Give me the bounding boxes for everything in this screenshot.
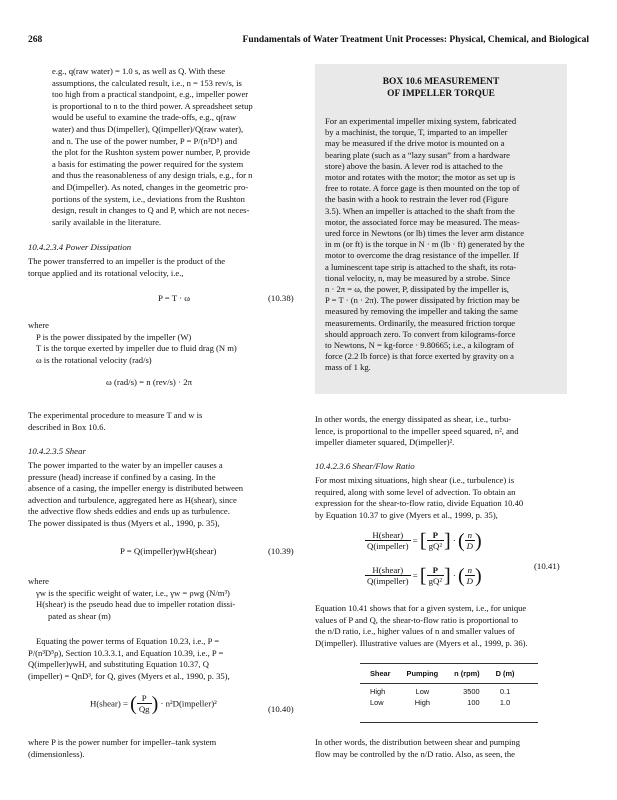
intro-line: and thus the reasonableness of any design trials, e.g., for n [52, 170, 253, 181]
fraction [465, 565, 475, 586]
right-bracket: ] [443, 564, 451, 587]
box-line: free to rotate. A force gage is then mounted on the top of [325, 183, 520, 194]
equation-number: (10.40) [268, 704, 294, 714]
equation-number: (10.39) [268, 546, 294, 556]
where-block-2 [28, 576, 300, 622]
equation-10-41-line-2 [365, 565, 482, 586]
definition-line: H(shear) is the pseudo head due to impeller rotation dissi- [36, 599, 236, 610]
left-bracket: [ [419, 529, 427, 552]
box-line: measurements. Ordinarily, the measured friction torque [325, 317, 516, 328]
closing-paragraph [315, 737, 567, 760]
box-line: a luminescent tape strip is attached to the shaft, its rota- [325, 261, 517, 272]
intro-line: a basis for estimating the power required for the system [52, 158, 244, 169]
box-title-line: OF IMPELLER TORQUE [387, 89, 495, 99]
text-line: the n/D ratio, i.e., higher values of n and smaller values of [315, 626, 515, 637]
text-line: (dimensionless). [28, 748, 85, 759]
fraction [137, 693, 152, 714]
box-line: by a machinist, the torque, T, imparted to an impeller [325, 127, 508, 138]
fraction-numerator: P [427, 530, 444, 541]
definition-line: ω is the rotational velocity (rad/s) [36, 354, 152, 365]
fraction-denominator: Q(impeller) [367, 541, 409, 551]
table-cell: 3500 [463, 687, 480, 696]
experimental-paragraph [28, 410, 300, 433]
fraction-numerator: P [137, 693, 152, 704]
text-line: Equation 10.41 shows that for a given system, i.e., for unique [315, 603, 527, 613]
text-line: Equating the power terms of Equation 10.23, i.e., P = [36, 636, 220, 646]
left-paren: ( [130, 692, 137, 715]
section-heading-shear: 10.4.2.3.5 Shear [28, 446, 86, 456]
intro-line: and n. The use of the power number, P = P/(n³D⁵) and [52, 135, 238, 146]
text-line: required, along with some level of advection. To obtain an [315, 486, 516, 497]
text-line: expression for the shear-to-flow ratio, divide Equation 10.40 [315, 498, 524, 509]
right-paren: ) [475, 564, 482, 587]
intro-line: design, result in changes to Q and P, which are not neces- [52, 205, 250, 216]
shear-paragraph [28, 460, 300, 530]
box-line: motor, the associated force may be measured. The meas- [325, 216, 520, 227]
box-title [315, 76, 567, 100]
box-line: 3.5). When an impeller is attached to the shaft from the [325, 205, 515, 216]
values-table [370, 666, 523, 708]
final-paragraph [28, 737, 300, 760]
box-line: For an experimental impeller mixing system, fabricated [325, 116, 517, 126]
right-paren: ) [151, 692, 159, 715]
text-line: advection and turbulence, aggregated here as H(shear), since [28, 494, 237, 505]
intro-line: portions of the system, i.e., deviations from the Rushton [52, 193, 245, 204]
text-line: In other words, the energy dissipated as shear, i.e., turbu- [315, 414, 512, 424]
box-line: to Newtons, N = kg-force · 9.80665; i.e., a kilogram of [325, 340, 514, 351]
fraction-denominator: gQ² [428, 541, 442, 551]
box-line: force (2.2 lb force) is that force exerted by gravity on a [325, 351, 514, 362]
box-line: n · 2π = ω, the power, P, dissipated by the impeller is, [325, 284, 509, 295]
box-line: mass of 1 kg. [325, 362, 371, 373]
text-line: impeller diameter squared, D(impeller)². [315, 437, 455, 448]
text-line: pressure (head) increase if confined by a casing. In the [28, 471, 216, 482]
equals: = [412, 570, 418, 581]
box-body [325, 116, 557, 374]
eq1041-paragraph [315, 603, 567, 649]
fraction [427, 530, 444, 551]
fraction-numerator: n [465, 565, 475, 576]
text-line: D(impeller). Illustrative values are (Myers et al., 1999, p. 36). [315, 637, 528, 648]
equation-number: (10.41) [534, 561, 560, 571]
equation-10-39: P = Q(impeller)γwH(shear) [120, 546, 217, 556]
definition-line: T is the torque exerted by impeller due to fluid drag (N m) [36, 343, 237, 354]
intro-line: too high from a practical standpoint, e.g., impeller power [52, 89, 249, 100]
text-line: The power dissipated is thus (Myers et al., 1990, p. 35), [28, 517, 220, 528]
equation-10-38: P = T · ω [158, 293, 191, 303]
running-title: Fundamentals of Water Treatment Unit Processes: Physical, Chemical, and Biological [242, 35, 589, 45]
intro-line: e.g., q(raw water) = 1.0 s, as well as Q. With these [52, 66, 226, 76]
equation-10-40 [90, 693, 217, 714]
table-row [370, 697, 523, 708]
equation-number: (10.38) [268, 293, 294, 303]
fraction [365, 565, 411, 586]
table-cell: 0.1 [499, 687, 511, 696]
fraction-numerator: n [465, 530, 475, 541]
text-line: The power transferred to an impeller is the product of the [28, 256, 226, 266]
dot: · [452, 535, 456, 546]
intro-line: and D(impeller). As noted, changes in the geometric pro- [52, 181, 249, 192]
text-line: where P is the power number for impeller–tank system [28, 737, 217, 747]
left-paren: ( [457, 564, 465, 587]
box-line: should approach zero. To convert from kilograms-force [325, 328, 516, 339]
eq-rhs: · n²D(impeller)² [160, 698, 217, 709]
table-cell: Low [370, 698, 384, 707]
energy-paragraph [315, 414, 567, 449]
ratio-paragraph [315, 475, 567, 521]
text-line: In other words, the distribution between shear and pumping [315, 737, 521, 747]
box-line: may be measured if the drive motor is mounted on a [325, 138, 505, 149]
right-paren: ) [475, 529, 482, 552]
fraction-denominator: Qg [138, 704, 150, 714]
table-header-rule [360, 683, 538, 684]
text-line: the advective flow sheds eddies and ends up as turbulence. [28, 506, 230, 517]
box-line: measured by removing the impeller and taking the same [325, 306, 518, 317]
box-title-line: BOX 10.6 MEASUREMENT [382, 77, 500, 87]
eq-lhs: H(shear) = [90, 698, 128, 709]
where-label: where [28, 576, 49, 586]
equals: = [412, 535, 418, 546]
text-line: P/(n³D⁵ρ), Section 10.3.3.1, and Equation 10.39, i.e., P = [28, 647, 224, 658]
definition-line: P is the power dissipated by the impeller (W) [36, 331, 192, 342]
box-line: bearing plate (such as a “lazy susan” from a hardware [325, 149, 510, 160]
left-bracket: [ [419, 564, 427, 587]
equating-paragraph [28, 636, 300, 682]
text-line: torque applied and its rotational velocity, i.e., [28, 267, 184, 278]
box-line: store) above the basin. A lever rod is attached to the [325, 160, 503, 171]
intro-line: would be useful to examine the trade-offs, e.g., q(raw [52, 112, 237, 123]
left-paren: ( [457, 529, 465, 552]
fraction-numerator: H(shear) [365, 530, 411, 541]
text-line: flow may be controlled by the n/D ratio. Also, as seen, the [315, 748, 515, 759]
where-block-1 [28, 320, 300, 366]
text-line: For most mixing situations, high shear (i.e., turbulence) is [315, 475, 515, 485]
fraction-denominator: Q(impeller) [367, 576, 409, 586]
text-line: The power imparted to the water by an impeller causes a [28, 460, 223, 470]
intro-line: sarily available in the literature. [52, 216, 162, 227]
box-line: tional velocity, n, may be measured by a strobe. Since [325, 272, 511, 283]
text-line: The experimental procedure to measure T and w is [28, 410, 203, 420]
fraction-denominator: gQ² [428, 576, 442, 586]
fraction [365, 530, 411, 551]
intro-line: water) and thus D(impeller), Q(impeller)/Q(raw water), [52, 123, 244, 134]
table-header-row [370, 666, 523, 681]
box-line: motor to overcome the drag resistance of the impeller. If [325, 250, 519, 261]
table-bottom-rule [360, 722, 538, 723]
section-heading-shear-flow-ratio: 10.4.2.3.6 Shear/Flow Ratio [315, 461, 415, 471]
box-line: ured force in Newtons (or lb) times the lever arm distance [325, 228, 525, 239]
table-header: D (m) [495, 669, 515, 678]
text-line: by Equation 10.37 to give (Myers et al., 1999, p. 35), [315, 509, 498, 520]
text-line: values of P and Q, the shear-to-flow ratio is proportional to [315, 614, 519, 625]
fraction [427, 565, 444, 586]
box-line: the basin with a hook to restrain the lever rod (Figure [325, 194, 509, 205]
power-paragraph [28, 256, 300, 279]
fraction-numerator: H(shear) [365, 565, 411, 576]
box-line: P = T · (n · 2π). The power dissipated by friction may be [325, 295, 520, 306]
box-line: motor and rotates with the motor; the motor as set up is [325, 172, 516, 183]
dot: · [452, 570, 456, 581]
equation-10-41-line-1 [365, 530, 482, 551]
where-label: where [28, 320, 49, 330]
table-cell: Low [415, 687, 430, 696]
text-line: absence of a casing, the impeller energy is distributed between [28, 483, 244, 494]
table-header: n (rpm) [454, 669, 480, 678]
right-bracket: ] [443, 529, 451, 552]
intro-line: is proportional to n to the third power. A spreadsheet setup [52, 100, 253, 111]
box-10-6 [315, 64, 567, 394]
page-number: 268 [28, 35, 43, 45]
definition-line: γw is the specific weight of water, i.e., γw = ρwg (N/m³) [36, 587, 230, 598]
text-line: lence, is proportional to the impeller speed squared, n², and [315, 425, 519, 436]
text-line: Q(impeller)γwH, and substituting Equation 10.37, Q [28, 659, 209, 670]
intro-line: the plot for the Rushton system power number, P, provide [52, 147, 251, 158]
fraction [465, 530, 475, 551]
box-line: in m (or ft) is the torque in N · m (lb · ft) generated by the [325, 239, 525, 250]
section-heading-power-dissipation: 10.4.2.3.4 Power Dissipation [28, 242, 132, 252]
omega-equation: ω (rad/s) = n (rev/s) · 2π [106, 377, 193, 387]
table-cell: High [414, 698, 430, 707]
table-header: Pumping [406, 669, 439, 678]
text-line: described in Box 10.6. [28, 421, 106, 432]
definition-line: pated as shear (m) [48, 610, 111, 621]
intro-paragraph [52, 66, 292, 228]
fraction-numerator: P [427, 565, 444, 576]
intro-line: assumptions, the calculated result, i.e., n = 153 rev/s, is [52, 77, 242, 88]
table-cell: High [370, 687, 386, 696]
table-top-rule [360, 663, 538, 664]
text-line: (impeller) = QnD³, for Q, gives (Myers et al., 1990, p. 35), [28, 670, 230, 681]
table-cell: 100 [467, 698, 480, 707]
fraction-denominator: D [466, 576, 474, 586]
fraction-denominator: D [466, 541, 474, 551]
table-cell: 1.0 [499, 698, 511, 707]
table-header: Shear [370, 669, 391, 678]
